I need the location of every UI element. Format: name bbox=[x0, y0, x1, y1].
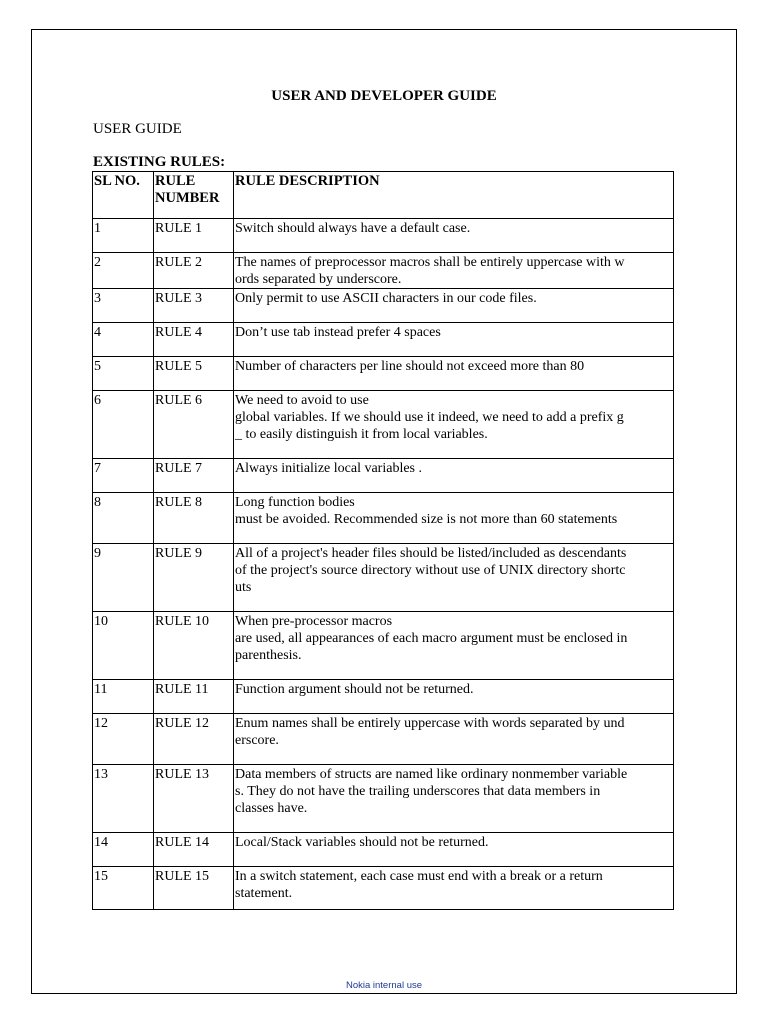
description-line: When pre-processor macros bbox=[235, 614, 393, 629]
cell-rule-number: RULE 15 bbox=[154, 867, 234, 910]
description-line: parenthesis. bbox=[235, 648, 302, 663]
cell-rule-description bbox=[234, 323, 674, 357]
cell-sl-no: 11 bbox=[93, 680, 154, 714]
table-row bbox=[93, 289, 674, 323]
cell-sl-no: 8 bbox=[93, 493, 154, 544]
cell-rule-number: RULE 11 bbox=[154, 680, 234, 714]
description-line: Always initialize local variables . bbox=[235, 461, 422, 476]
cell-rule-description bbox=[234, 680, 674, 714]
description-line: In a switch statement, each case must end with a break or a return bbox=[235, 869, 603, 884]
description-line: global variables. If we should use it indeed, we need to add a prefix g bbox=[235, 410, 624, 425]
cell-sl-no: 13 bbox=[93, 765, 154, 833]
cell-rule-number: RULE 4 bbox=[154, 323, 234, 357]
table-row bbox=[93, 544, 674, 612]
user-guide-heading: USER GUIDE bbox=[93, 121, 182, 137]
table-row bbox=[93, 680, 674, 714]
cell-rule-number: RULE 2 bbox=[154, 253, 234, 289]
cell-sl-no: 4 bbox=[93, 323, 154, 357]
cell-rule-number: RULE 6 bbox=[154, 391, 234, 459]
cell-rule-number: RULE 12 bbox=[154, 714, 234, 765]
cell-rule-description bbox=[234, 544, 674, 612]
cell-sl-no: 9 bbox=[93, 544, 154, 612]
cell-rule-number: RULE 13 bbox=[154, 765, 234, 833]
rules-table bbox=[92, 171, 674, 910]
table-row bbox=[93, 459, 674, 493]
description-line: Function argument should not be returned. bbox=[235, 682, 474, 697]
cell-sl-no: 1 bbox=[93, 219, 154, 253]
cell-rule-description bbox=[234, 289, 674, 323]
table-row bbox=[93, 867, 674, 910]
cell-rule-description bbox=[234, 219, 674, 253]
cell-sl-no: 15 bbox=[93, 867, 154, 910]
cell-rule-description bbox=[234, 765, 674, 833]
cell-rule-description bbox=[234, 714, 674, 765]
cell-sl-no: 14 bbox=[93, 833, 154, 867]
table-row bbox=[93, 391, 674, 459]
description-line: Local/Stack variables should not be returned. bbox=[235, 835, 489, 850]
header-rule-number bbox=[154, 172, 234, 219]
cell-rule-number: RULE 8 bbox=[154, 493, 234, 544]
description-line: _ to easily distinguish it from local variables. bbox=[235, 427, 488, 442]
cell-sl-no: 7 bbox=[93, 459, 154, 493]
table-row bbox=[93, 357, 674, 391]
description-line: s. They do not have the trailing underscores that data members in bbox=[235, 784, 601, 799]
description-line: Don’t use tab instead prefer 4 spaces bbox=[235, 325, 441, 340]
cell-rule-description bbox=[234, 493, 674, 544]
document-title: USER AND DEVELOPER GUIDE bbox=[271, 88, 497, 104]
cell-rule-description bbox=[234, 612, 674, 680]
description-line: classes have. bbox=[235, 801, 308, 816]
description-line: ords separated by underscore. bbox=[235, 272, 402, 287]
cell-rule-number: RULE 1 bbox=[154, 219, 234, 253]
table-row bbox=[93, 612, 674, 680]
cell-rule-description bbox=[234, 391, 674, 459]
cell-rule-description bbox=[234, 357, 674, 391]
description-line: must be avoided. Recommended size is not more than 60 statements bbox=[235, 512, 618, 527]
description-line: uts bbox=[235, 580, 252, 595]
cell-rule-description bbox=[234, 833, 674, 867]
table-row bbox=[93, 833, 674, 867]
description-line: Long function bodies bbox=[235, 495, 355, 510]
cell-rule-number: RULE 7 bbox=[154, 459, 234, 493]
description-line: Only permit to use ASCII characters in our code files. bbox=[235, 291, 537, 306]
header-sl-no: SL NO. bbox=[93, 172, 154, 219]
table-row bbox=[93, 493, 674, 544]
cell-rule-description bbox=[234, 459, 674, 493]
table-header-row bbox=[93, 172, 674, 219]
description-line: of the project's source directory without use of UNIX directory shortc bbox=[235, 563, 626, 578]
existing-rules-heading: EXISTING RULES: bbox=[93, 154, 226, 170]
cell-sl-no: 2 bbox=[93, 253, 154, 289]
header-rule-description: RULE DESCRIPTION bbox=[234, 172, 674, 219]
description-line: are used, all appearances of each macro argument must be enclosed in bbox=[235, 631, 628, 646]
header-rule-number-line1: RULE bbox=[155, 173, 196, 189]
description-line: The names of preprocessor macros shall be entirely uppercase with w bbox=[235, 255, 625, 270]
table-row bbox=[93, 253, 674, 289]
description-line: Number of characters per line should not exceed more than 80 bbox=[235, 359, 585, 374]
rules-table-body bbox=[93, 219, 674, 910]
description-line: All of a project's header files should be listed/included as descendants bbox=[235, 546, 627, 561]
table-row bbox=[93, 323, 674, 357]
description-line: Enum names shall be entirely uppercase with words separated by und bbox=[235, 716, 625, 731]
description-line: Data members of structs are named like ordinary nonmember variable bbox=[235, 767, 628, 782]
header-rule-number-line2: NUMBER bbox=[155, 190, 220, 206]
table-row bbox=[93, 765, 674, 833]
cell-sl-no: 3 bbox=[93, 289, 154, 323]
cell-rule-description bbox=[234, 253, 674, 289]
cell-rule-number: RULE 14 bbox=[154, 833, 234, 867]
description-line: erscore. bbox=[235, 733, 279, 748]
cell-rule-number: RULE 3 bbox=[154, 289, 234, 323]
table-row bbox=[93, 219, 674, 253]
cell-sl-no: 12 bbox=[93, 714, 154, 765]
cell-rule-number: RULE 10 bbox=[154, 612, 234, 680]
table-row bbox=[93, 714, 674, 765]
cell-rule-number: RULE 5 bbox=[154, 357, 234, 391]
cell-sl-no: 10 bbox=[93, 612, 154, 680]
cell-rule-description bbox=[234, 867, 674, 910]
description-line: We need to avoid to use bbox=[235, 393, 369, 408]
cell-sl-no: 6 bbox=[93, 391, 154, 459]
footer-classification: Nokia internal use bbox=[345, 980, 423, 991]
cell-sl-no: 5 bbox=[93, 357, 154, 391]
description-line: statement. bbox=[235, 886, 293, 901]
description-line: Switch should always have a default case. bbox=[235, 221, 471, 236]
cell-rule-number: RULE 9 bbox=[154, 544, 234, 612]
